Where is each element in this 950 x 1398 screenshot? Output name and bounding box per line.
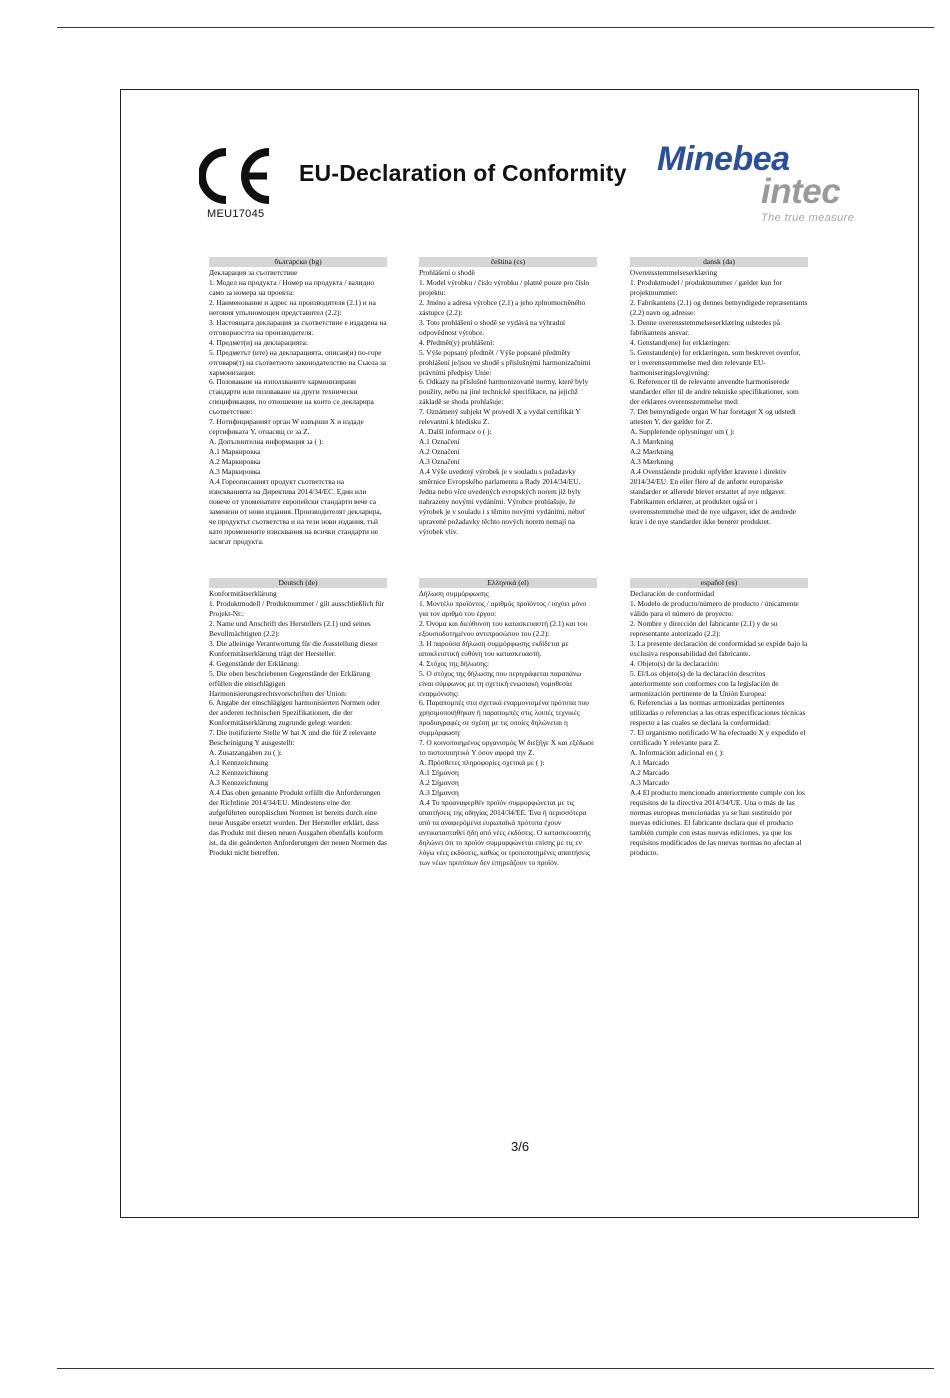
section-bg bbox=[209, 257, 387, 547]
section-line: A.4 Das oben genannte Produkt erfüllt die Anforderungen der Richtlinie 2014/34/EU. Mindestens eine der aufgeführten europäischen Normen ist bereits durch eine neue Ausgabe ersetzt worden. Der Hersteller erklärt, dass das Produkt mit diesen neuen Ausgaben ebenfalls konform ist, da die geänderten Anforderungen der neuen Normen das Produkt nicht betreffen. bbox=[209, 788, 387, 857]
section-line: A.1 Mærkning bbox=[630, 437, 674, 447]
section-line: A.2 Σήμανση bbox=[419, 778, 459, 788]
section-line: 1. Produktmodell / Produktnummer / gilt ausschließlich für Projekt-Nr.: bbox=[209, 598, 384, 618]
section-line: A. Información adicional en ( ): bbox=[630, 748, 724, 758]
section-line: A.4 Ovenstående produkt opfylder kravene i direktiv 2014/34/EU. En eller flere af de anførte europæiske standarder er allerede blevet erstattet af nye udgaver. Fabrikanten erklærer, at produktet også er i overensstemmelse med de nye udgaver, idet de ændrede krav i de nye standarder ikke berører produktet. bbox=[630, 467, 796, 526]
section-line: A.3 Mærkning bbox=[630, 457, 674, 467]
section-line: A.1 Kennzeichnung bbox=[209, 758, 269, 768]
section-line: 1. Produktmodel / produktnummer / gælder kun for projektnummer: bbox=[630, 277, 782, 297]
section-cs bbox=[419, 257, 597, 537]
section-line: 5. Die oben beschriebenen Gegenstände der Erklärung erfüllen die einschlägigen Harmonisierungsrechtsvorschriften der Union: bbox=[209, 668, 371, 698]
section-line: 6. Referencer til de relevante anvendte harmoniserede standarder eller til de andre tekniske specifikationer, som der erklæres overensstemmelse med: bbox=[630, 377, 799, 407]
section-line: 1. Modelo de producto/número de producto / únicamente válido para el número de proyecto: bbox=[630, 598, 799, 618]
section-line: A.4 Výše uvedený výrobek je v souladu s požadavky směrnice Evropského parlamentu a Rady 2014/34/EU. Jedna nebo více uvedených evropských norem již byly nahrazeny novými vydáními. Výrobce prohlašuje, že výrobek je v souladu i s těmito novými vydáními, neboť upravené požadavky těchto nových norem nemají na výrobek vliv. bbox=[419, 467, 586, 536]
section-line: 5. Genstanden(e) for erklæringen, som beskrevet ovenfor, er i overensstemmelse med den relevante EU-harmoniseringslovgivning: bbox=[630, 347, 801, 377]
section-line: A.3 Marcado bbox=[630, 778, 669, 788]
logo-tagline: The true measure bbox=[761, 212, 855, 224]
footer-rule bbox=[57, 1368, 934, 1369]
section-line: Декларация за съответствие bbox=[209, 268, 298, 277]
declaration-page bbox=[120, 89, 919, 1218]
section-da bbox=[630, 257, 808, 527]
section-line: 3. Настоящата декларация за съответствие е издадена на отговорността на производителя. bbox=[209, 317, 387, 337]
section-line: A.2 Kennzeichnung bbox=[209, 768, 269, 778]
section-line: 5. Výše popsaný předmět / Výše popsané předměty prohlášení je/jsou ve shodě s příslušnými harmonizačními právními předpisy Unie: bbox=[419, 347, 591, 377]
section-line: 4. Předmět(y) prohlášení: bbox=[419, 337, 495, 347]
section-line: A.2 Mærkning bbox=[630, 447, 674, 457]
section-line: A.2 Marcado bbox=[630, 768, 669, 778]
section-line: A. Πρόσθετες πληροφορίες σχετικά με ( ): bbox=[419, 758, 545, 768]
declaration-reference: MEU17045 bbox=[207, 208, 265, 220]
section-header: čeština (cs) bbox=[419, 257, 597, 267]
logo-line-2: intec bbox=[761, 172, 841, 211]
section-body bbox=[419, 268, 597, 537]
section-line: 2. Name und Anschrift des Herstellers (2.1) und seines Bevollmächtigten (2.2): bbox=[209, 618, 371, 638]
section-line: A.2 Маркировка bbox=[209, 457, 261, 467]
section-line: 4. Στόχος της δήλωσης: bbox=[419, 658, 490, 668]
section-body bbox=[630, 589, 808, 858]
section-line: Prohlášení o shodě bbox=[419, 268, 475, 277]
section-line: 6. Referencias a las normas armonizadas pertinentes utilizadas o referencias a las otras especificaciones técnicas respecto a las cuales se declara la conformidad: bbox=[630, 698, 806, 728]
section-line: Konformitätserklärung bbox=[209, 589, 277, 598]
section-line: A.3 Označení bbox=[419, 457, 460, 467]
section-line: 2. Jméno a adresa výrobce (2.1) a jeho zplnomocněného zástupce (2.2): bbox=[419, 297, 586, 317]
section-line: Overensstemmelseserklæring bbox=[630, 268, 718, 277]
section-line: A.1 Marcado bbox=[630, 758, 669, 768]
section-line: 1. Модел на продукта / Номер на продукта / валидно само за номера на проекта: bbox=[209, 277, 375, 297]
section-body bbox=[209, 589, 387, 858]
section-header: български (bg) bbox=[209, 257, 387, 267]
section-line: 2. Nombre y dirección del fabricante (2.1) y de su representante autorizado (2.2): bbox=[630, 618, 778, 638]
logo-line-1: Minebea bbox=[657, 140, 790, 178]
section-line: 3. Η παρούσα δήλωση συμμόρφωσης εκδίδεται με αποκλειστική ευθύνη του κατασκευαστή. bbox=[419, 638, 569, 658]
section-line: A. Další informace o ( ): bbox=[419, 427, 492, 437]
section-line: A.4 Гореописаният продукт съответства на изискванията на Директива 2014/34/ЕС. Един или повече от упоменатите европейски стандарти вече са заменени от нови издания. Производителят декларира, че продуктът съответства и на тези нови издания, тъй като променените изисквания на всички стандарти не засягат продукта. bbox=[209, 477, 382, 546]
section-body bbox=[419, 589, 597, 868]
section-line: 5. Ο στόχος της δήλωσης που περιγράφεται παραπάνω είναι σύμφωνος με τη σχετική ενωσιακή νομοθεσία εναρμόνισης: bbox=[419, 668, 582, 698]
section-line: A.1 Маркировка bbox=[209, 447, 261, 457]
section-line: A.4 El producto mencionado anteriormente cumple con los requisitos de la directiva 2014/34/UE. Una o más de las normas europeas mencionadas ya se han sustituido por nuevas ediciones. El fabricante declara que el producto también cumple con estas nuevas ediciones, ya que los requisitos modificados de las nuevas normas no afectan al producto. bbox=[630, 788, 805, 857]
section-line: A.1 Označení bbox=[419, 437, 460, 447]
section-line: 7. El organismo notificado W ha efectuado X y expedido el certificado Y relevante para Z. bbox=[630, 728, 806, 748]
section-line: 6. Παραπομπές στα σχετικά εναρμονισμένα πρότυπα που χρησιμοποιήθηκαν ή παραπομπές στις λοιπές τεχνικές προδιαγραφές σε σχέση με τις οποίες δηλώνεται η συμμόρφωση: bbox=[419, 698, 589, 738]
section-line: 5. El/Los objeto(s) de la declaración descritos anteriormente son conformes con la legislación de armonización pertinente de la Unión Europea: bbox=[630, 668, 779, 698]
section-line: 2. Наименование и адрес на производителя (2.1) и на неговия упълномощен представител (2.2): bbox=[209, 297, 376, 317]
section-line: A.3 Маркировка bbox=[209, 467, 261, 477]
section-line: 7. Oznámený subjekt W provedl X a vydal certifikát Y relevantní k hledisku Z. bbox=[419, 407, 581, 427]
section-line: 7. Die notifizierte Stelle W hat X und die für Z relevante Bescheinigung Y ausgestellt: bbox=[209, 728, 377, 748]
section-line: 5. Предметът (ите) на декларацията, описан(и) по-горе отговаря(т) на съответното законодателство на Съюза за хармонизация: bbox=[209, 347, 387, 377]
section-line: 4. Предмет(и) на декларацията: bbox=[209, 337, 308, 347]
section-line: 1. Model výrobku / číslo výrobku / platné pouze pro číslo projektu: bbox=[419, 277, 590, 297]
section-header: Ελληνικά (el) bbox=[419, 578, 597, 588]
section-header: Deutsch (de) bbox=[209, 578, 387, 588]
section-line: 6. Angabe der einschlägigen harmonisierten Normen oder der anderen technischen Spezifikationen, die der Konformitätserklärung zugrunde gelegt wurden: bbox=[209, 698, 380, 728]
header-rule bbox=[57, 27, 934, 28]
section-line: Declaración de conformidad bbox=[630, 589, 715, 598]
section-header: español (es) bbox=[630, 578, 808, 588]
section-line: 4. Gegenstände der Erklärung: bbox=[209, 658, 300, 668]
page-number: 3/6 bbox=[511, 1139, 530, 1154]
section-line: A. Zusatzangaben zu ( ): bbox=[209, 748, 282, 758]
section-line: 2. Όνομα και διεύθυνση του κατασκευαστή (2.1) και του εξουσιοδοτημένου αντιπροσώπου του (2.2): bbox=[419, 618, 588, 638]
section-header: dansk (da) bbox=[630, 257, 808, 267]
section-line: A. Supplerende oplysninger om ( ): bbox=[630, 427, 735, 437]
section-line: 3. La presente declaración de conformidad se expide bajo la exclusiva responsabilidad del fabricante. bbox=[630, 638, 808, 658]
section-line: 6. Odkazy na příslušné harmonizované normy, které byly použity, nebo na jiné technické specifikace, na jejichž základě se shoda prohlašuje: bbox=[419, 377, 589, 407]
page-title: EU-Declaration of Conformity bbox=[299, 160, 627, 186]
section-line: A.4 Το προαναφερθέν προϊόν συμμορφώνεται με τις απαιτήσεις της οδηγίας 2014/34/ΕΕ. Ένα ή περισσότερα από τα αναφερόμενα ευρωπαϊκά πρότυπα έχουν αντικατασταθεί ήδη από νέες εκδόσεις. Ο κατασκευαστής δηλώνει ότι το προϊόν συμμορφώνεται επίσης με τις εν λόγω νέες εκδόσεις, καθώς οι τροποποιημένες απαιτήσεις των νέων προτύπων δεν επηρεάζουν το προϊόν. bbox=[419, 798, 591, 867]
section-line: A. Допълнителна информация за ( ): bbox=[209, 437, 324, 447]
section-line: 7. Ο κοινοποιημένος οργανισμός W διεξήγε X και εξέδωσε το πιστοποιητικό Y όσον αφορά την Z. bbox=[419, 738, 595, 758]
section-line: A.1 Σήμανση bbox=[419, 768, 459, 778]
section-es bbox=[630, 578, 808, 858]
section-line: 2. Fabrikantens (2.1) og dennes bemyndigede repræsentants (2.2) navn og adresse: bbox=[630, 297, 808, 317]
section-line: A.3 Kennzeichnung bbox=[209, 778, 269, 788]
section-line: 4. Objeto(s) de la declaración: bbox=[630, 658, 720, 668]
section-de bbox=[209, 578, 387, 858]
section-line: Δήλωση συμμόρφωσης bbox=[419, 589, 489, 598]
section-line: 6. Позоваване на използваните хармонизирани стандарти или позоваване на други технически спецификации, по отношение на които се декларира съответствие: bbox=[209, 377, 374, 417]
section-line: 1. Μοντέλο προϊόντος / αριθμός προϊόντος / ισχύει μόνο για τον αριθμό του έργου: bbox=[419, 598, 587, 618]
section-line: A.2 Označení bbox=[419, 447, 460, 457]
section-line: 4. Genstand(ene) for erklæringen: bbox=[630, 337, 731, 347]
section-line: 7. Det bemyndigede organ W har foretaget X og udstedt attesten Y, der gælder for Z. bbox=[630, 407, 796, 427]
section-line: 7. Нотифицираният орган W извърши X и издаде сертификата Y, отнасящ се за Z. bbox=[209, 417, 364, 437]
section-line: 3. Denne overensstemmelseserklæring udstedes på fabrikantens ansvar. bbox=[630, 317, 781, 337]
section-body bbox=[630, 268, 808, 527]
section-line: A.3 Σήμανση bbox=[419, 788, 459, 798]
section-el bbox=[419, 578, 597, 868]
section-line: 3. Die alleinige Verantwortung für die Ausstellung dieser Konformitätserklärung trägt der Hersteller. bbox=[209, 638, 378, 658]
section-line: 3. Toto prohlášení o shodě se vydává na výhradní odpovědnost výrobce. bbox=[419, 317, 566, 337]
ce-mark-icon bbox=[199, 148, 275, 204]
section-body bbox=[209, 268, 387, 547]
company-logo bbox=[657, 140, 887, 228]
